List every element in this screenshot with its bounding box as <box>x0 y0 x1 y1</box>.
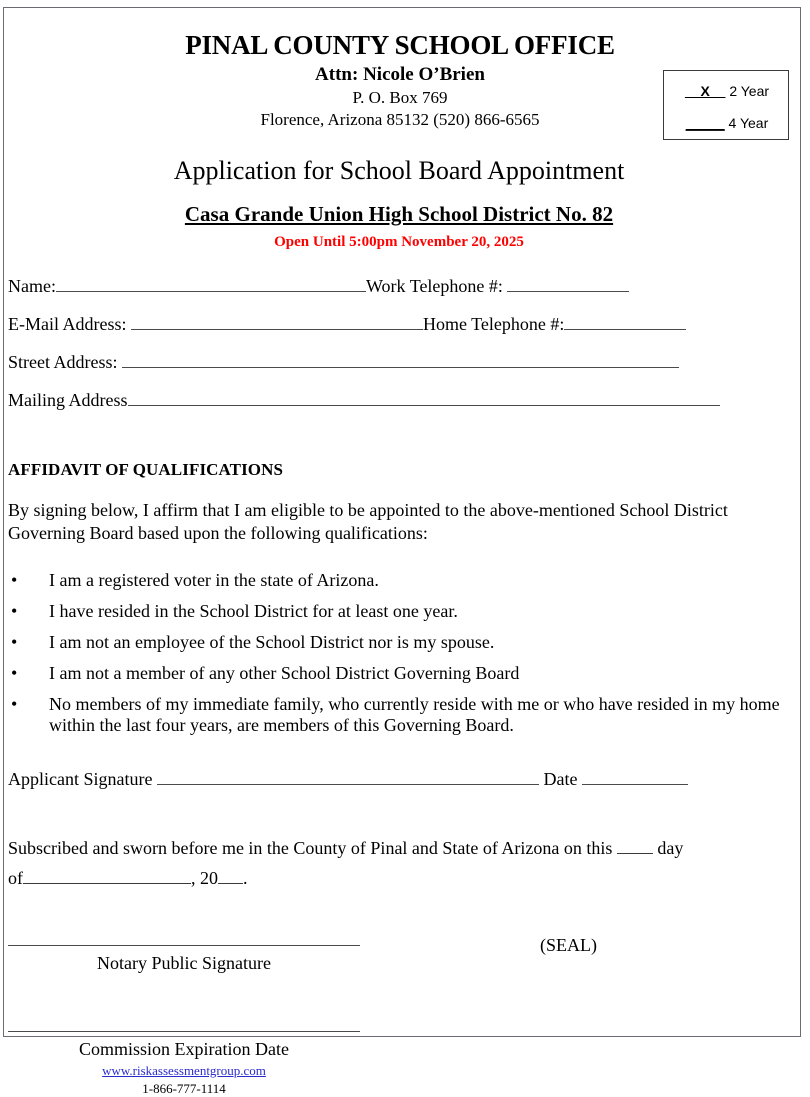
name-input[interactable] <box>56 276 366 292</box>
commission-expiration-caption: Commission Expiration Date <box>79 1039 289 1059</box>
affidavit-heading: AFFIDAVIT OF QUALIFICATIONS <box>8 460 284 479</box>
applicant-signature-input[interactable] <box>157 769 539 785</box>
deadline-notice: Open Until 5:00pm November 20, 2025 <box>274 234 524 250</box>
field-row-email <box>8 314 810 352</box>
home-telephone-label: Home Telephone #: <box>423 314 565 334</box>
sworn-statement <box>8 833 708 893</box>
bullet-icon: • <box>11 632 18 652</box>
bullet-icon: • <box>11 570 18 590</box>
bullet-icon: • <box>11 601 18 621</box>
qualification-text: No members of my immediate family, who currently reside with me or who have resided in my home within the last four years, are members of this Governing Board. <box>49 694 780 735</box>
po-box-line: P. O. Box 769 <box>352 88 448 107</box>
applicant-signature-label: Applicant Signature <box>8 769 153 789</box>
city-state-phone-line: Florence, Arizona 85132 (520) 866-6565 <box>260 110 540 129</box>
street-address-label: Street Address: <box>8 352 118 372</box>
four-year-checkbox-blank[interactable]: _____ <box>685 115 725 131</box>
date-input[interactable] <box>582 769 688 785</box>
footer-phone: 1-866-777-1114 <box>142 1081 226 1096</box>
district-name: Casa Grande Union High School District No. 82 <box>184 202 614 226</box>
work-telephone-input[interactable] <box>507 276 629 292</box>
two-year-label: 2 Year <box>725 83 770 99</box>
applicant-fields <box>0 276 810 428</box>
sworn-text-part2: day <box>657 838 684 858</box>
website-link[interactable]: www.riskassessmentgroup.com <box>102 1063 266 1078</box>
qualification-text: I am a registered voter in the state of Arizona. <box>49 570 379 590</box>
year-input[interactable] <box>218 869 243 884</box>
qualification-text: I have resided in the School District for at least one year. <box>49 601 458 621</box>
home-telephone-input[interactable] <box>564 314 686 330</box>
bullet-icon: • <box>11 663 18 683</box>
attention-line: Attn: Nicole O’Brien <box>315 64 485 85</box>
list-item <box>0 694 809 736</box>
sworn-text-part5: . <box>243 868 248 888</box>
applicant-signature-row <box>8 769 810 789</box>
name-label: Name: <box>8 276 56 296</box>
qualification-text: I am not a member of any other School District Governing Board <box>49 663 520 683</box>
notary-signature-caption: Notary Public Signature <box>97 953 271 973</box>
sworn-text-part4: , 20 <box>191 868 218 888</box>
sworn-text-part1: Subscribed and sworn before me in the County of Pinal and State of Arizona on this <box>8 838 613 858</box>
sworn-text-part3: of <box>8 868 23 888</box>
term-option-two-year[interactable] <box>664 83 790 99</box>
page-title: Application for School Board Appointment <box>173 156 625 185</box>
term-option-four-year[interactable] <box>664 115 790 131</box>
list-item <box>0 601 809 622</box>
work-telephone-label: Work Telephone #: <box>365 276 503 296</box>
email-label: E-Mail Address: <box>8 314 127 334</box>
four-year-label: 4 Year <box>724 115 769 131</box>
mailing-address-input[interactable] <box>128 390 720 406</box>
list-item <box>0 663 809 684</box>
affidavit-body-text: By signing below, I affirm that I am eligible to be appointed to the above-mentioned School District Governing Board based upon the following qualifications: <box>8 500 728 543</box>
qualification-text: I am not an employee of the School District nor is my spouse. <box>49 632 495 652</box>
list-item <box>0 570 809 591</box>
list-item <box>0 632 809 653</box>
qualifications-list <box>0 570 810 736</box>
organization-title: PINAL COUNTY SCHOOL OFFICE <box>185 30 615 60</box>
day-input[interactable] <box>617 839 653 854</box>
bullet-icon: • <box>11 694 18 714</box>
field-row-street-address <box>8 352 810 390</box>
email-input[interactable] <box>131 314 423 330</box>
seal-placeholder: (SEAL) <box>540 935 597 955</box>
mailing-address-label: Mailing Address <box>8 390 128 410</box>
two-year-checkbox-mark[interactable]: __X__ <box>684 83 726 99</box>
commission-expiration-line[interactable] <box>8 1031 360 1032</box>
date-label: Date <box>543 769 578 789</box>
field-row-name <box>8 276 810 314</box>
street-address-input[interactable] <box>122 352 679 368</box>
footer-website[interactable] <box>8 1063 360 1079</box>
month-input[interactable] <box>23 869 191 884</box>
term-selection-box[interactable] <box>663 70 789 140</box>
notary-signature-line[interactable] <box>8 945 360 946</box>
field-row-mailing-address <box>8 390 810 428</box>
